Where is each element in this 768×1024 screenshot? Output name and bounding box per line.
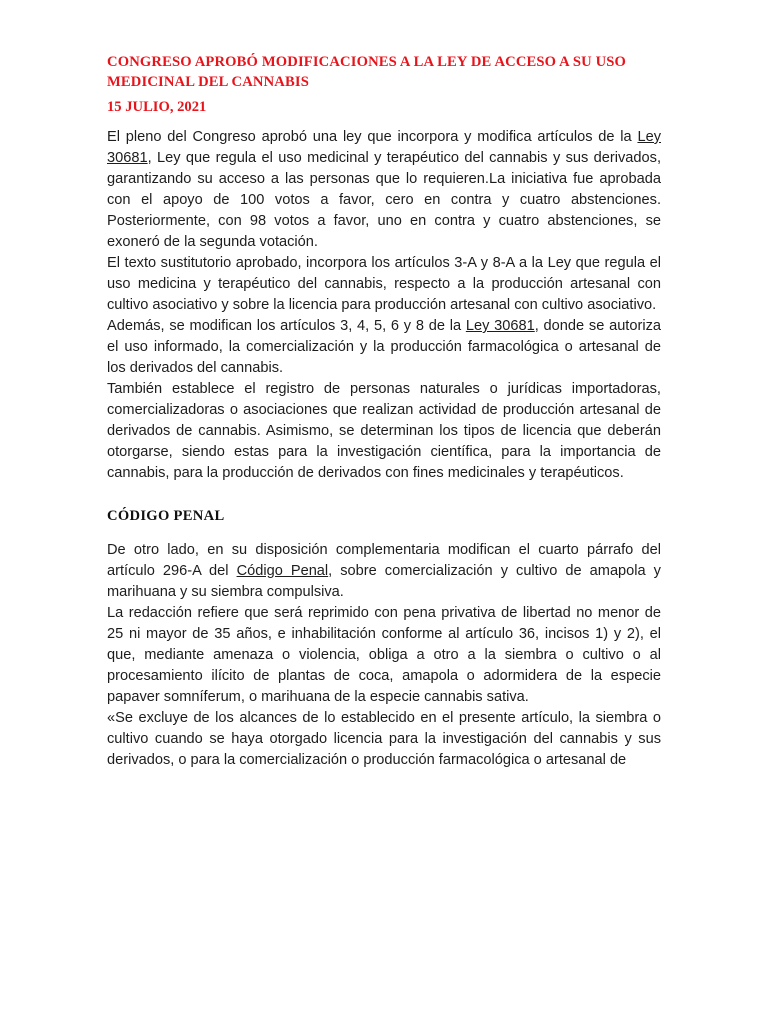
- section-heading-codigo-penal: CÓDIGO PENAL: [107, 508, 225, 524]
- paragraph-5-text-b: , sobre comercialización y cultivo de amapola y marihuana y su siembra compulsiva.: [107, 563, 661, 600]
- paragraph-5: [107, 540, 661, 603]
- paragraph-1: [107, 127, 661, 253]
- paragraph-5-text-a: De otro lado, en su disposición complementaria modifican el cuarto párrafo del artículo 296-A del: [107, 542, 661, 579]
- paragraph-1-text-a: El pleno del Congreso aprobó una ley que incorpora y modifica artículos de la: [107, 129, 638, 145]
- paragraph-3-text-a: Además, se modifican los artículos 3, 4, 5, 6 y 8 de la: [107, 318, 466, 334]
- paragraph-4: También establece el registro de personas naturales o jurídicas importadoras, comercializadoras o asociaciones que realizan actividad de producción artesanal de derivados de cannabis. Asimismo, se determinan los tipos de licencia que deberán otorgarse, siendo estas para la investigación científica, para la importancia de cannabis, para la producción de derivados con fines medicinales y terapéuticos.: [107, 381, 661, 481]
- ley-30681-link-2[interactable]: Ley 30681: [465, 318, 535, 334]
- article-title: CONGRESO APROBÓ MODIFICACIONES A LA LEY DE ACCESO A SU USO MEDICINAL DEL CANNABIS: [107, 54, 627, 90]
- paragraph-6: La redacción refiere que será reprimido con pena privativa de libertad no menor de 25 ni mayor de 35 años, e inhabilitación conforme al artículo 36, incisos 1) y 2), el que, mediante amenaza o violencia, obliga a otro a la siembra o cultivo o al procesamiento ilícito de plantas de coca, amapola o adormidera de la especie papaver somníferum, o marihuana de la especie cannabis sativa.: [107, 605, 661, 705]
- paragraph-1-text-b: , Ley que regula el uso medicinal y terapéutico del cannabis y sus derivados, garantizando su acceso a las personas que lo requieren.La iniciativa fue aprobada con el apoyo de 100 votos a favor, cero en contra y cuatro abstenciones. Posteriormente, con 98 votos a favor, uno en contra y cuatro abstenciones, se exoneró de la segunda votación.: [107, 150, 661, 250]
- paragraph-3-text-b: , donde se autoriza el uso informado, la comercialización y la producción farmacológica o artesanal de los derivados del cannabis.: [107, 318, 661, 376]
- codigo-penal-link[interactable]: Código Penal: [236, 563, 329, 579]
- ley-30681-link[interactable]: Ley 30681: [107, 129, 661, 166]
- paragraph-3: [107, 316, 661, 379]
- paragraph-2: El texto sustitutorio aprobado, incorpora los artículos 3-A y 8-A a la Ley que regula el uso medicina y terapéutico del cannabis, respecto a la producción artesanal con cultivo asociativo y sobre la licencia para producción artesanal con cultivo asociativo.: [107, 255, 661, 313]
- article-date: 15 JULIO, 2021: [107, 99, 207, 115]
- paragraph-7: «Se excluye de los alcances de lo establecido en el presente artículo, la siembra o cultivo cuando se haya otorgado licencia para la investigación del cannabis y sus derivados, o para la comercialización o producción farmacológica o artesanal de: [107, 710, 661, 768]
